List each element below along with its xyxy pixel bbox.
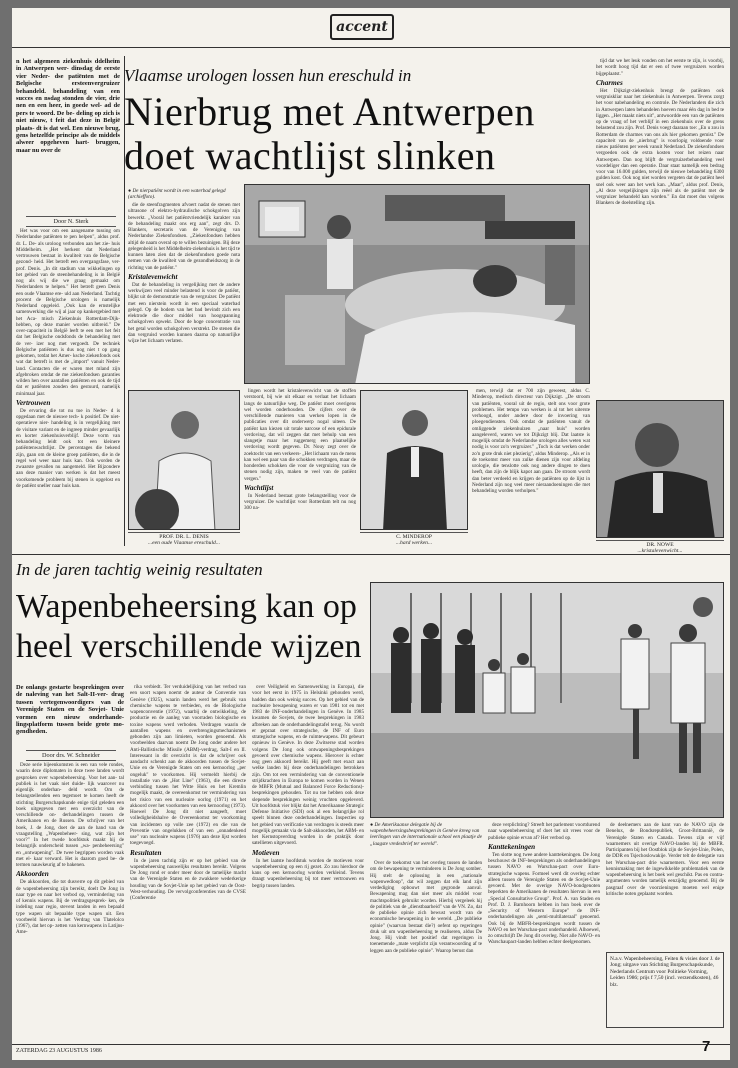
article2-headline-line2: heel verschillende wijzen [16, 628, 362, 665]
article2-column-2 [130, 684, 246, 1042]
delegation-photo-caption-text: De Amerikaanse delegatie bij de wapenbeheersingsbesprekingen in Genève kreeg van leerlingen van de internationale school een plaatje de „laagste vredesbrief ter wereld". [370, 822, 482, 847]
article1-column-2 [128, 202, 240, 386]
article1-subhead-wachtlijst: Wachtlijst [244, 483, 274, 492]
article1-column-5 [596, 58, 724, 398]
article2-column-4 [370, 860, 482, 1042]
footer-rule [12, 1044, 730, 1045]
article1-subhead-charmes: Charmes [596, 78, 623, 87]
masthead [12, 8, 730, 48]
portrait-nowe [596, 400, 724, 538]
portrait-prof-denis [128, 390, 240, 530]
article2-subhead-kanttekeningen: Kanttekeningen [488, 842, 536, 851]
article1-lead: n het algemeen ziekenhuis ddelheim in Antwerpen wer- dinsdag de eerste vier Neder- dse patiënten met de Belgische ersteenvergruizer behandeld. behandeling van een succes en nsdag stonden de vier, drie nen en een heer, in goede wel- ad de pers te woord. De be- deling op zich is niet nieuw, t feit dat deze in België plaats- dt is dat wel. Een nieuwe brug, gens hetzelfde principe als de middels alweer opgeheven hart- bruggen, maar nu over de [16, 58, 120, 154]
article1-col5-text: tijd dat we het leuk vonden om het eerste te zijn, is voorbij, het wordt hoog tijd dat er een of twee vergruizers worden bijgeplaatst." [596, 58, 724, 77]
article1-col1-text: Het was voor om een aangename tussing om Nederlandse patiënten te pen helpen", aldus prof. dr. L. De- als uroloog verbonden aan het zie- huis Middelheim. „Het herkent dat Nederland vertrouwen bestaat in kwaliteit van de Belgische gezond- heid. Het betreft een overgangsfase, ver- prof. Denis. „In dit stadium van wikkelingen op het gebied van de steenbehandeling is in België nog als wij die we graag gemaakt om Nederlanders te helpen." Het betreft geen Denis een oude Vlaamse ere- uld aan Nederland. Tachtig procent de Belgische urologen is namelijk Nederland opgeleid. „Ook kan de ernstelijke samenwerking die wij al jaar op kankergebied met het Aca- misch Ziekenhuis Rotterdam-Dijk- hebben, op deze manier worden uitbreid." De over-capaciteit in België leeft te een met het feit dat het Belgische ondsfonds de behandeling met de ver- izer nog met vergoedt. De techniek Belgische patiënten is dus nog niet t op gang gekomen, totdat het Amer- ksche ziekenfonds ook wat dat betreft is met de „import" vanuit Neder- land. Contacten die er waren met mland zijn afgebroken omdat de me ziekenfondsen garanties wilden hen over aantallen patiënten en ook de tijd dat er patiënten zouden den gestuurd, namelijk minimaal jaar. [16, 228, 120, 397]
delegation-photo-caption: ● De Amerikaanse delegatie bij de wapenbeheersingsbesprekingen in Genève kreeg van leerlingen van de internationale school een plaatje de „laagste vredesbrief ter wereld". [370, 822, 482, 847]
article2-column-6 [606, 822, 724, 948]
article1-photo-caption: ● De nierpatiënt wordt in een waterbad gelegd (archieffoto). [128, 188, 226, 201]
portrait-nowe-name: DR. NOWE [646, 542, 674, 548]
delegation-photo [370, 582, 724, 818]
article1-col2-text: die de steenfragmenten afvoert nadat de stenen met ultrasone of elektro-hydraulische schokgolven zijn bewerkt. „Voorál het patiëntvriendelijk karakter van de behandeling maakt ons erg aan", zegt drs. D. Blankers, secretaris van de Vereniging van Nederlandse Ziekenfondsen. „Ziekenfondsen hebben altijd de naam overal op te willen bezuinigen. Bij deze gelegenheid is het Middelheim-ziekenhuis is het tijd te kunnen laten zien dat de ziekenfondsen goede nota nemen van de kwaliteit van de gezondheidszorg in de richting van de patiënt." [128, 202, 240, 271]
footer-date: ZATERDAG 23 AUGUSTUS 1986 [16, 1048, 102, 1054]
portrait-minderop-caption [360, 532, 468, 546]
portrait-nowe-illustration [597, 401, 724, 538]
page-number: 7 [702, 1038, 711, 1055]
article2-column-1 [16, 762, 124, 1042]
article2-column-3 [252, 684, 364, 1042]
article1-col4-text: men, terwijl dat er 700 zijn geweest, aldus C. Minderop, medisch directeur van Dijkzigt. „De stroom van patiënten, vooral uit de regio, stelt ons voor grote problemen. Het tempo van werken is al tot het uiterste verhoogd, onder andere door de invoering van ploegendiensten. Ook omdat de patiënten vanuit de omliggende ziekenhuizen „naar huis" worden aangeleverd, waren we tot Dijkzigt blij. Dat laatste is mogelijk omdat de Nederlandse urologen alles weten wat nodig is voor zo'n vergruizer." „Toch is dat werken onder zo'n grote druk niet plezierig", aldus Minderop. „Als er in de toekomst meer van zulke dienen zijn voor afdeling urologie, die tenslotte ook nog andere dingen te doen heeft, dan zijn de blijk kapot aan gaan. De stroom wordt dan beter verdeeld en krijgen de patiënten op de lijst in Nederland zijn nog veel meer nieraandoeningen die met behandeling worden verholpen." [472, 388, 590, 494]
portrait-minderop [360, 390, 468, 530]
article1-column-1 [16, 228, 120, 536]
portrait-denis-quote: ...een oude Vlaamse ereschuld... [147, 540, 221, 546]
portrait-denis-caption [128, 532, 240, 546]
article1-col3-text2: In Nederland bestaat grote belangstelling voor de vergruizer. De wachtlijst voor Rotterdam telt nu nog 300 na- [244, 492, 356, 512]
lithotripter-illustration [245, 185, 590, 384]
article-divider [12, 554, 730, 555]
portrait-minderop-illustration [361, 391, 468, 530]
article2-col6-text: de deelnemers aan de kant van de NAVO zijn de Benelux, de Bondsrepubliek, Groot-Brittannië, de Verenigde Staten en Canada. Tevens zijn er vijf waarnemers uit overige NAVO-landen bij de MBFR. Participanten bij het Oostblok zijn de Sovjet-Unie, Polen, de DDR en Tsjechoslowakije. Verder telt de delegatie van het Warschau-pact drie waarnemers. Voor een eerste kennismaking met de ingewikkelde problematiek van de wapenbeheersing is het boek wel geschikt. Pas en contra-argumenten worden tamelijk eenzijdig genoemd. Bij de pasgraaf over de voorzieningen moeten wel enige kritische noten geplaatst worden. [606, 822, 724, 897]
article2-column-5 [488, 822, 600, 1042]
article2-col3-text: over Veiligheid en Samenwerking in Europa), die voor het eerst in 1975 in Helsinki gehouden werd, hadden dan ook weinig succes. Op het gebied van de nucleaire bewapening waren er van 1981 tot en met 1983 de INF-onderhandelingen in Genève. In 1985 kwamen de Sovjets, de twee besprekingen in 1983 afbreken aan de onderhandelingstafel terug. Nu wordt er gepraat over strategische, de INF of Euro strategische wapens, en de ruimtewapens. Dit gebeurt opnieuw in Genève. In deze Zwitserse stad worden volgens De Jong ook ontwapeningsbesprekingen gevoerd over chemische wapens. Hierover is echter nog geen akkoord bereikt. Hij geeft met exact aan welke landen bij deze onderhandelingen betrokken zijn. Om tot een vermindering van de conventionele strijdkrachten in Europa te komen worden in Wenen de MBFR (Mutual and Balanced Force Reductions)-besprekingen gehouden. Tot nu toe hebben ook deze slepende besprekingen weinig vruchten opgeleverd. Uit hoofdstuk vier blijkt dat het Amerikaanse Strategic Defense Initiative (SDI) ook al een belangrijke rol speelt binnen deze onderhandelingen. Inspecties op het gebied van verificatie van verdragen is steeds meer mogelijk gemaakt via de Salt-akkoorden, het ABM- en het Kernstopverdrag worden in de praktijk door satellieten uitgevoerd. [252, 684, 364, 847]
article2-kicker: In de jaren tachtig weinig resultaten [16, 560, 263, 579]
portrait-denis-name: PROF. DR. L. DENIS [159, 534, 209, 540]
article1-photo-caption-text: De nierpatiënt wordt in een waterbad gelegd (archieffoto). [128, 188, 226, 201]
article1-headline-line2: doet wachtlijst slinken [124, 133, 496, 178]
article2-col1-text: Deze serie bijeenkomsten is een van vele rondes, waarin deze diplomaten in deze twee landen wordt gesproken over wapenbeheersing. Voor het aan- tal publiek is het vaak niet duide- lijk waarover nu eigenlijk onderhan- deld wordt. Om de belangstellenden een tegemoet te komen heeft de stichting Burgerschapskunde enige tijd geleden een boek uitgegeven met een overzicht van de verschillende on- derhandelingen tussen de Amerikanen en de Russen. De schrijver van het boek, J. de Jong, doet de aan de hand van de vraagstelling „Wapenbeheer- sing, wat zijn het voor?" In het twede hoofdstuk maakt hij de belangrijk onderscheid tussen „wa- penbeheersing" en „ontwapening". De twee begrippen worden vaak met el- kaar verward. Het is daarom goed be- de termen nauwkeurig af te bakenen. [16, 762, 124, 868]
portrait-nowe-quote: ...kristalevenwicht... [637, 548, 683, 554]
article2-byline: Door drs. W. Schneider [26, 750, 116, 761]
article1-col5-text2: Het Dijkzigt-ziekenhuis brengt de patiënten ook vergruiskliar naar het ziekenhuis in Antwerpen. Tevens zorgt het voor nabehandeling en controle. De Nederlanders die zich in Antwerpen laten behandelen hoeven maar één dag in bed te liggen. „Het maakt niets uit", antwoordde een van de patiënten op de vraag of het verblijf in een ziekenhuis over de grens belastend zou zijn. Prof. Denis voegt daaraan toe: „En u zou in Rotterdam de charmes van ons als hier gekomen gemist." De capaciteit van de „nierbrug" is voorlopig voldoende voor nieuw patiënten per week vanuit Nederland. De ziekenfondsen vergoeden ook de extra kosten voor het reizen naar Antwerpen. Dan nog blijft de vergruizerbehandeling veel voordeliger dan een operatie. Daar staat namelijk een bedrag voor van 16.000 gulden, terwijl de nieuwe behandeling 6300 gulden kost. Ook nog niet worden vergeten dat de patiënt heel snel ook weer aan het werk kan. „Maar", aldus prof. Denis, „Al deze vergelijkingen zijn reëel als de patiënt met de vergruizer behandeld kan worden." En dat moet dus volgens Blankers de doelstelling zijn. [596, 87, 724, 207]
accent-logo: accent [330, 14, 394, 40]
article2-col2-text2: In de jaren tachtig zijn er op het gebied van de wapenbeheersing nauwelijks resultaten bereikt. Volgens De Jong rond er onder meer door de tamelijke macht van de Verenigde Staten en de zwakkere wederkerige houding van de Sovjet-Unie op het gebied van de Oost-West-verhouding. De vervolgconferenties van de CVSE (Conferentie [130, 857, 246, 901]
article2-subhead-resultaten: Resultaten [130, 848, 162, 857]
article1-column-4 [472, 388, 590, 538]
article1-headline-line1: Nierbrug met Antwerpen [124, 89, 535, 134]
article2-col4-text: Over de toekomst van het overleg tussen de landen om de bewapening te verminderen is De Jong somber. Hij stelt de oplossing in een „nationale wapenwedloop", dat wil zeggen dat elk land zijn verdediging opbouwt met gegronde aanval. Bewapening mag dan niet meer als middel voor machtspolitiek gebruikt worden. Hierbij vergeleek hij de politiek van de „dienstbaarheid" van de VN. Zo, dat de publieke opinie zich bewust wordt van de economische bewapening in de wereld. „De publieke opinie" (waarvan bestaat die?) oefent op regeringen druk uit om wapenbeheersing te realiseren, aldus De Jong. Hij vindt het positief dat regeringen in toenemende „mate verplicht zijn verantwoording af te leggen aan de publieke opinie". Waarop berust dan [370, 860, 482, 954]
article2-subhead-motieven: Motieven [252, 848, 280, 857]
portrait-denis-illustration [129, 391, 240, 530]
article1-subhead-kristalevenwicht: Kristalevenwicht [128, 272, 178, 281]
article2-headline-line1: Wapenbeheersing kan op [16, 588, 357, 625]
newspaper-page [12, 8, 730, 1060]
article2-col3-text2: In het laatste hoofdstuk worden de motieven voor wapenbeheersing op een rij gezet. Zo zou hierdoor de kans op een kernoorlog worden verkleind. Tevens draagt wapenbeheersing bij tot meer vertrouwen en begrip tussen landen. [252, 857, 364, 889]
portrait-minderop-quote: ...hard werken... [395, 540, 433, 546]
article1-kicker: Vlaamse urologen lossen hun ereschuld in [124, 66, 412, 85]
article2-col1-text2: De akkoorden, die tot dusverre op dit gebied van de wapenbeheersing zijn bereikt, doelt De Jong in naar type en naar het verbod op, vermindering van of kennis wapens. Bij de verdragsgesprek- ken, de indeling naar regio, stevent landen in een bepaald type wapen uit bepaalde type wapen uit. Een voorbeeld hiervan is het Verdrag van Tlatelolco (1967), dat het op- zetten van kernwapens in Latijns-Ame- [16, 879, 124, 936]
book-reference-box: N.a.v. Wapenbeheersing, Feiten & visies door J. de Jong; uitgave van Stichting Burgerschapskunde, Nederlands Centrum voor Politieke Vorming, Leiden 1986; prijs f 7,50 (incl. verzendkosten), 46 blz. [606, 952, 724, 1028]
article2-col5-text: deze verplichting? Streeft het parlement voortdurend naar wapenbeheersing of doet het uit vrees voor de publieke opinie ervan af? Het verbod op. [488, 822, 600, 841]
article1-column-3 [244, 388, 356, 538]
article1-col3-text: lingen wordt het kristalevenwicht van de stoffen verstoord, bij wie uit elkaar en verlaat het lichaam langs de natuurlijke weg. De patiënt moet overigens wel worden onderhouden. De cijfers over de verschillende manieren van werken lopen in de publicaties over dit onderwerp nogal uiteen. De patiënt kan kiezen uit totale narcose of een epidurale verdoving, dat wil zeggen dat met behulp van een slangetje maar het ruggemerg een plaatselijke verdoving wordt gegeven. Dr. Nouy zegt over de zoektocht van een verkeers- „Het lichaam van de mens kan wel een paar van die schokken verdragen, maar de honderden schokken die voor de vergruizing van de stenen nodig zijn, maken te veel van de patiënt vergen." [244, 388, 356, 482]
article2-col5-text2: Ten slotte nog twee andere kanttekeningen. De Jong beschouwt de INF-besprekingen als onderhandelingen tussen NAVO en Warschau-pact over Euro-strategische wapens. Formeel werd dit overleg echter alleen tussen de Verenigde Staten en de Sovjet-Unie gevoerd. Met de overige NAVO-bondgenoten beperkten de Amerikanen de resultaten hiervan in een „Special Consultative Group". Prof. A. van Staden en Prof. D. J. Barnhoorn hebben in hun boek over de „Security of Western Europe" de INF-onderhandelingen als „semi-multilateraal" genoemd. Ook bij de MBFR-besprekingen wordt tussen de NAVO en het Warschau-pact onderhandeld. Alhoewel, zo omschrijft De Jong dit overleg. Niet alle NAVO- en Warschaupact-landen hebben echter deelgenomen. [488, 851, 600, 946]
portrait-nowe-caption [596, 540, 724, 554]
article1-byline: Door N. Sterk [26, 216, 116, 227]
portrait-minderop-name: C. MINDEROP [396, 534, 432, 540]
article2-subhead-akkoorden: Akkoorden [16, 870, 49, 879]
delegation-illustration [371, 583, 724, 818]
article1-subhead-vertrouwen: Vertrouwen [16, 398, 51, 407]
article1-col2-text2: Dat de behandeling in vergelijking met de andere werkwijzen veel minder belastend is voor de patiënt, blijkt uit de demonstratie van de vergruizer. De patiënt met een nierstein wordt in een speciaal waterbad gelegd. Op de bodem van het bad bevindt zich een elektrode die door middel van hoogspanning schokgolven opwekt. Door de hoge concentratie van het getal worden schokgolven verstrekt. De stenen die dan vergruisd worden kunnen daarna op natuurlijke wijze het lichaam verlaten. [128, 281, 240, 344]
lithotripter-photo [244, 184, 590, 384]
article1-col1-text2: De ervaring die tot nu toe in Neder- d is opgedaan met de nieuwe tech- k positief. De niet-operatieve nier- handeling is in vergelijking met de visitare variant en de ingreep minder gevaarlijk en korter ziekenhuisverblijf. Deze vorm van behandeling leidt ook tot een kleinere patiëntenwachtlijst. De percentages die bekend zijn, gaan om de kleine groep patiënten, die in de regel wel weer naar huis kan. Ook worden de zwaarste gevallen nu aangemeld. Het Bijzondere aan deze manier van werken is dat het meest voorkomende probleem bij stenen is opgelost en de patiënt sneller naar huis kan. [16, 407, 120, 489]
article2-col2-text: rika verbiedt. Ter verduidelijking van het verbod van een soort wapen noemt de auteur de Conventie van Genève (1925), waarin landen werd het gebruik van chemische wapens te verbieden, en de Biologische wapenconventie (1972), waarbij de ontwikkeling, de productie en de aanleg van voorraden biologische en toxine wapens werd verboden. Verdragen waarin de aantallen wapens en overbrengingsmechanismen gebonden zijn aan limieten, worden genoemd. Als voorbeelden daarvan noemt De Jong onder andere het Anti-Ballistische Missile (ABM)-verdrag, Salt-I en II. Interessant in dit overzicht is dat de schrijver ook aandacht schenkt aan de akkoorden tussen de Sovjet-Unie en de Verenigde Staten om een kernoorlog „per ongeluk" te voorkomen. Hij vermeldt hierbij de installatie van de „Hot Line" (1963), die een directe verbinding tussen het Witte Huis en het Kremlin mogelijk maakt, de overeenkomst ter vermindering van het risico van een nucleaire oorlog (1971) en het akkoord over het voorkomen van een kernoorlog (1973). Hoewel De Jong dit niet aangeeft, moet volledigheidshalve de Overeenkomst ter voorkoming van incidenten op volle zee (1972) en die van de Preventie van ongelukken of van een „onnadenkend use" van nucleaire wapens (1976) aan deze lijst worden toegevoegd. [130, 684, 246, 847]
article2-lead: De onlangs gestarte besprekingen over de naleving van het Salt-II-ver- drag tussen vertegenwoordigers van de Verenigde Staten en de Sovjet- Unie vormen een nieuw onderhande- lingsplatform tussen beide grote mo- gendheden. [16, 684, 124, 736]
